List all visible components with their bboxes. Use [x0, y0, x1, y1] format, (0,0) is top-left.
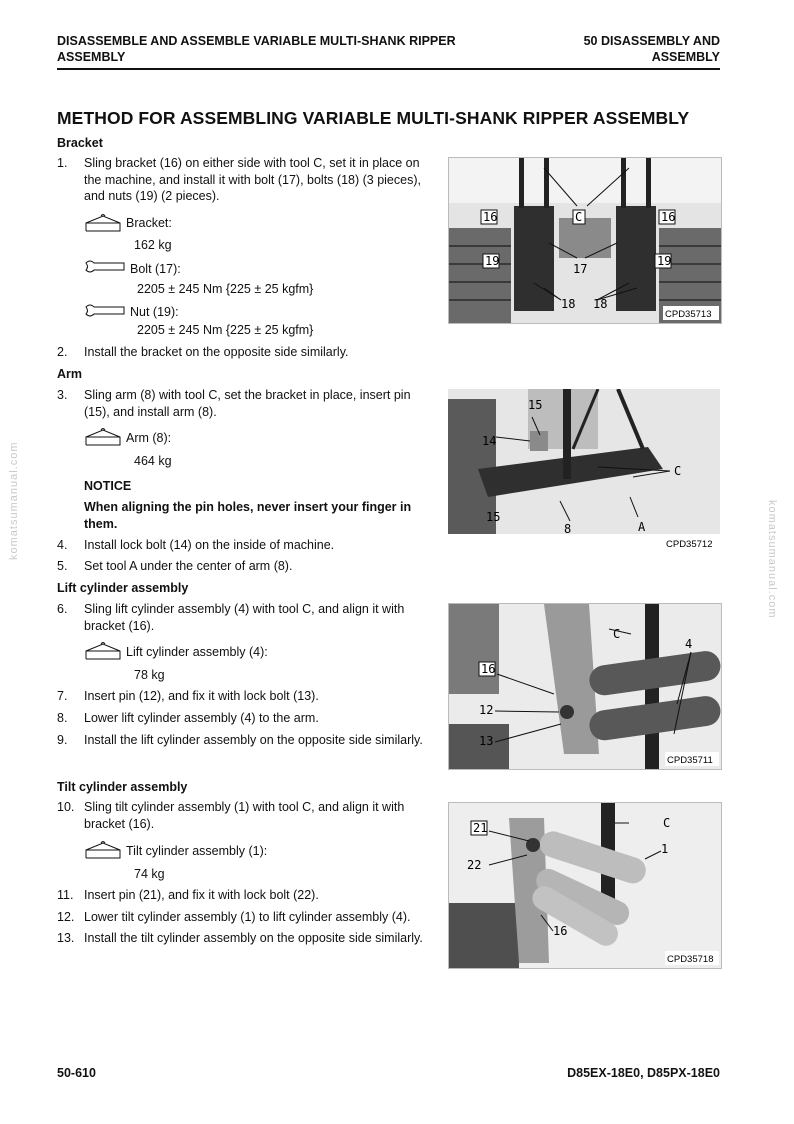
figure-1-label-c: C	[575, 210, 583, 224]
figure-2-label-c: C	[674, 464, 682, 478]
wrench-icon	[84, 303, 126, 319]
step-text-6: Sling lift cylinder assembly (4) with tool C, and align it with bracket (16).	[84, 602, 405, 633]
step-text-9: Install the lift cylinder assembly on the opposite side similarly.	[84, 733, 423, 747]
figure-bracket-install	[448, 157, 722, 324]
model-designation: D85EX-18E0, D85PX-18E0	[567, 1066, 720, 1080]
figure-2-label-8: 8	[564, 522, 572, 536]
nut-torque-label: Nut (19):	[130, 305, 179, 319]
step-number-3: 3.	[57, 388, 68, 402]
figure-1-label-19-left: 19	[485, 254, 500, 268]
step-text-3: Sling arm (8) with tool C, set the bracket in place, insert pin (15), and install arm (8).	[84, 388, 411, 419]
section-heading-bracket: Bracket	[57, 136, 103, 150]
page-number: 50-610	[57, 1066, 96, 1080]
header-divider	[57, 68, 720, 70]
nut-torque-value: 2205 ± 245 Nm {225 ± 25 kgfm}	[137, 323, 314, 337]
figure-4-label-c: C	[663, 816, 671, 830]
header-section-title: DISASSEMBLE AND ASSEMBLE VARIABLE MULTI-SHANK RIPPER ASSEMBLY	[57, 34, 456, 64]
figure-1-label-19-right: 19	[657, 254, 672, 268]
header-chapter-title: 50 DISASSEMBLY AND ASSEMBLY	[583, 34, 720, 64]
notice-text: When aligning the pin holes, never insert your finger in them.	[84, 500, 412, 531]
step-number-13: 13.	[57, 931, 75, 945]
arm-weight-value: 464 kg	[134, 454, 172, 468]
bracket-weight-value: 162 kg	[134, 238, 172, 252]
lift-weight-value: 78 kg	[134, 668, 165, 682]
figure-3-label-13: 13	[479, 734, 494, 748]
figure-4-label-22: 22	[467, 858, 482, 872]
bolt-torque-value: 2205 ± 245 Nm {225 ± 25 kgfm}	[137, 282, 314, 296]
figure-1-label-18-right: 18	[593, 297, 608, 311]
figure-3-label-16: 16	[481, 662, 496, 676]
figure-4-code: CPD35718	[667, 954, 714, 965]
figure-1-code: CPD35713	[665, 309, 712, 320]
figure-3-label-c: C	[613, 627, 621, 641]
step-number-5: 5.	[57, 559, 68, 573]
figure-2-label-a: A	[638, 520, 646, 534]
figure-2-code: CPD35712	[666, 539, 713, 550]
watermark-left: komatsumanual.com	[8, 441, 20, 560]
step-text-5: Set tool A under the center of arm (8).	[84, 559, 293, 573]
step-number-10: 10.	[57, 800, 75, 814]
tilt-weight-label: Tilt cylinder assembly (1):	[126, 844, 268, 858]
step-text-11: Insert pin (21), and fix it with lock bolt (22).	[84, 888, 319, 902]
arm-weight-label: Arm (8):	[126, 431, 172, 445]
step-text-12: Lower tilt cylinder assembly (1) to lift cylinder assembly (4).	[84, 910, 411, 924]
figure-1-label-16-left: 16	[483, 210, 498, 224]
figure-3-label-12: 12	[479, 703, 494, 717]
step-number-8: 8.	[57, 711, 68, 725]
tilt-weight-value: 74 kg	[134, 867, 165, 881]
figure-arm-install	[448, 389, 720, 551]
figure-2-label-15-top: 15	[528, 398, 543, 412]
lift-weight-label: Lift cylinder assembly (4):	[126, 645, 268, 659]
figure-4-label-21: 21	[473, 821, 488, 835]
step-number-11: 11.	[57, 888, 74, 902]
bracket-weight-label: Bracket:	[126, 216, 172, 230]
step-number-1: 1.	[57, 156, 68, 170]
weight-icon	[84, 427, 122, 447]
figure-3-code: CPD35711	[667, 755, 713, 766]
figure-4-label-16: 16	[553, 924, 568, 938]
step-number-9: 9.	[57, 733, 68, 747]
step-text-1: Sling bracket (16) on either side with tool C, set it in place on the machine, and install it with bolt (17), bolts (18) (3 pieces), and nuts (19) (2 pieces).	[84, 156, 421, 203]
step-text-13: Install the tilt cylinder assembly on the opposite side similarly.	[84, 931, 423, 945]
watermark-right: komatsumanual.com	[766, 500, 778, 619]
weight-icon	[84, 641, 122, 661]
section-heading-tilt: Tilt cylinder assembly	[57, 780, 188, 794]
step-text-4: Install lock bolt (14) on the inside of machine.	[84, 538, 335, 552]
section-heading-lift: Lift cylinder assembly	[57, 581, 189, 595]
step-text-7: Insert pin (12), and fix it with lock bolt (13).	[84, 689, 319, 703]
section-heading-arm: Arm	[57, 367, 83, 381]
figure-4-label-1: 1	[661, 842, 669, 856]
figure-1-label-17: 17	[573, 262, 588, 276]
wrench-icon	[84, 259, 126, 275]
figure-2-label-15-bottom: 15	[486, 510, 501, 524]
step-text-8: Lower lift cylinder assembly (4) to the arm.	[84, 711, 319, 725]
step-number-2: 2.	[57, 345, 68, 359]
weight-icon	[84, 213, 122, 233]
figure-lift-cylinder-install	[448, 603, 722, 770]
bolt-torque-label: Bolt (17):	[130, 262, 181, 276]
notice-title: NOTICE	[84, 479, 132, 493]
figure-1-label-18-left: 18	[561, 297, 576, 311]
figure-tilt-cylinder-install	[448, 802, 722, 969]
page-title: METHOD FOR ASSEMBLING VARIABLE MULTI-SHANK RIPPER ASSEMBLY	[57, 108, 690, 128]
figure-3-label-4: 4	[685, 637, 693, 651]
weight-icon	[84, 840, 122, 860]
figure-1-label-16-right: 16	[661, 210, 676, 224]
step-number-6: 6.	[57, 602, 68, 616]
step-number-12: 12.	[57, 910, 75, 924]
step-text-10: Sling tilt cylinder assembly (1) with tool C, and align it with bracket (16).	[84, 800, 405, 831]
step-number-4: 4.	[57, 538, 68, 552]
step-text-2: Install the bracket on the opposite side similarly.	[84, 345, 349, 359]
step-number-7: 7.	[57, 689, 68, 703]
figure-2-label-14: 14	[482, 434, 497, 448]
